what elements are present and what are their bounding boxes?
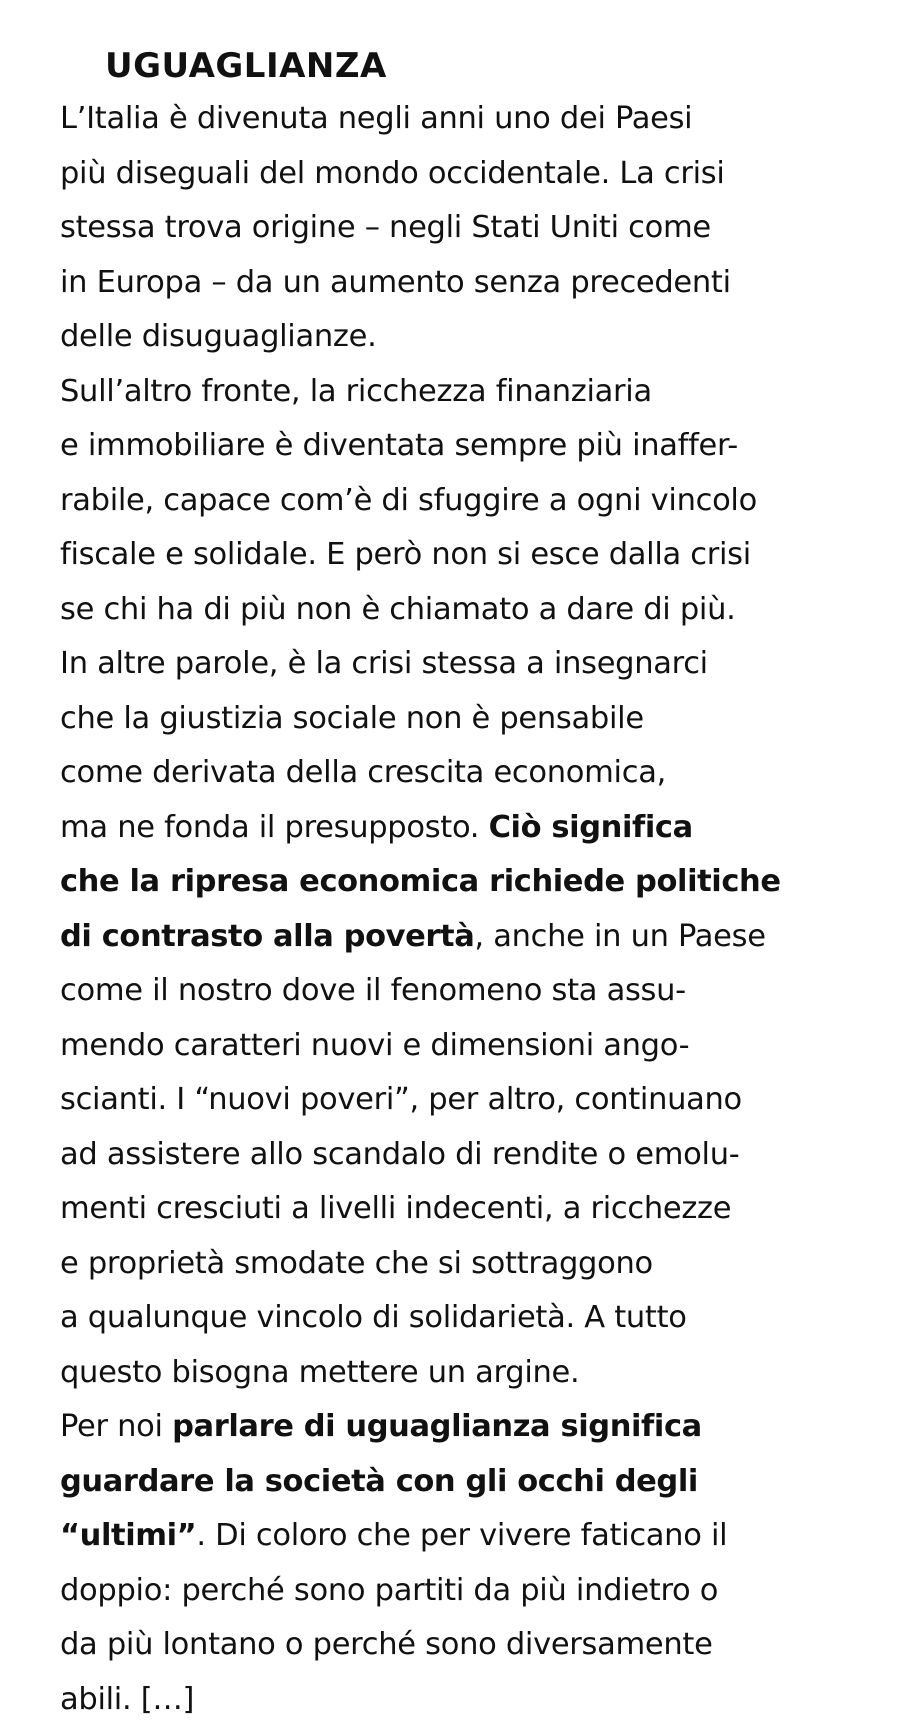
text-segment: , anche in un Paese [474,919,765,954]
text-line [60,910,840,965]
text-segment: e immobiliare è diventata sempre più inaffer- [60,428,738,463]
text-line [60,1564,840,1619]
text-segment: da più lontano o perché sono diversamente [60,1627,713,1662]
bold-text-segment: “ultimi” [60,1518,196,1553]
text-segment: Sull’altro fronte, la ricchezza finanziaria [60,374,652,409]
text-segment: L’Italia è divenuta negli anni uno dei Paesi [60,101,692,136]
text-line [60,1128,840,1183]
text-segment: rabile, capace com’è di sfuggire a ogni vincolo [60,483,757,518]
text-line [60,855,840,910]
text-line [60,1618,840,1673]
text-line [60,1455,840,1510]
text-line [60,964,840,1019]
text-line [60,1673,840,1727]
text-line [60,419,840,474]
text-segment: doppio: perché sono partiti da più indietro o [60,1573,718,1608]
text-line [60,1509,840,1564]
text-segment: scianti. I “nuovi poveri”, per altro, continuano [60,1082,742,1117]
text-segment: più diseguali del mondo occidentale. La crisi [60,156,725,191]
text-line [60,201,840,256]
text-line [60,1291,840,1346]
text-line [60,310,840,365]
text-line [60,692,840,747]
text-segment: stessa trova origine – negli Stati Uniti come [60,210,711,245]
article-body [60,92,840,1727]
text-line [60,92,840,147]
text-line [60,474,840,529]
bold-text-segment: guardare la società con gli occhi degli [60,1464,698,1499]
text-segment: In altre parole, è la crisi stessa a insegnarci [60,646,708,681]
text-segment: menti cresciuti a livelli indecenti, a ricchezze [60,1191,731,1226]
text-line [60,1073,840,1128]
text-line [60,1400,840,1455]
text-segment: questo bisogna mettere un argine. [60,1355,579,1390]
article-heading: UGUAGLIANZA [105,38,387,94]
text-line [60,1237,840,1292]
text-line [60,1346,840,1401]
bold-text-segment: che la ripresa economica richiede politiche [60,864,781,899]
text-line [60,801,840,856]
text-segment: che la giustizia sociale non è pensabile [60,701,644,736]
text-segment: se chi ha di più non è chiamato a dare di più. [60,592,736,627]
bold-text-segment: Ciò significa [489,810,693,845]
text-segment: a qualunque vincolo di solidarietà. A tutto [60,1300,687,1335]
text-segment: come derivata della crescita economica, [60,755,666,790]
text-line [60,746,840,801]
text-segment: . Di coloro che per vivere faticano il [196,1518,727,1553]
text-segment: e proprietà smodate che si sottraggono [60,1246,653,1281]
text-line [60,147,840,202]
text-line [60,637,840,692]
text-segment: ad assistere allo scandalo di rendite o emolu- [60,1137,739,1172]
text-segment: abili. […] [60,1682,194,1717]
bold-text-segment: di contrasto alla povertà [60,919,474,954]
text-segment: fiscale e solidale. E però non si esce dalla crisi [60,537,751,572]
text-segment: delle disuguaglianze. [60,319,376,354]
text-segment: Per noi [60,1409,172,1444]
text-segment: ma ne fonda il presupposto. [60,810,489,845]
text-line [60,583,840,638]
text-line [60,1182,840,1237]
text-segment: in Europa – da un aumento senza precedenti [60,265,731,300]
text-line [60,365,840,420]
text-segment: come il nostro dove il fenomeno sta assu- [60,973,686,1008]
bold-text-segment: parlare di uguaglianza significa [172,1409,702,1444]
text-segment: mendo caratteri nuovi e dimensioni ango- [60,1028,689,1063]
text-line [60,528,840,583]
text-line [60,256,840,311]
text-line [60,1019,840,1074]
